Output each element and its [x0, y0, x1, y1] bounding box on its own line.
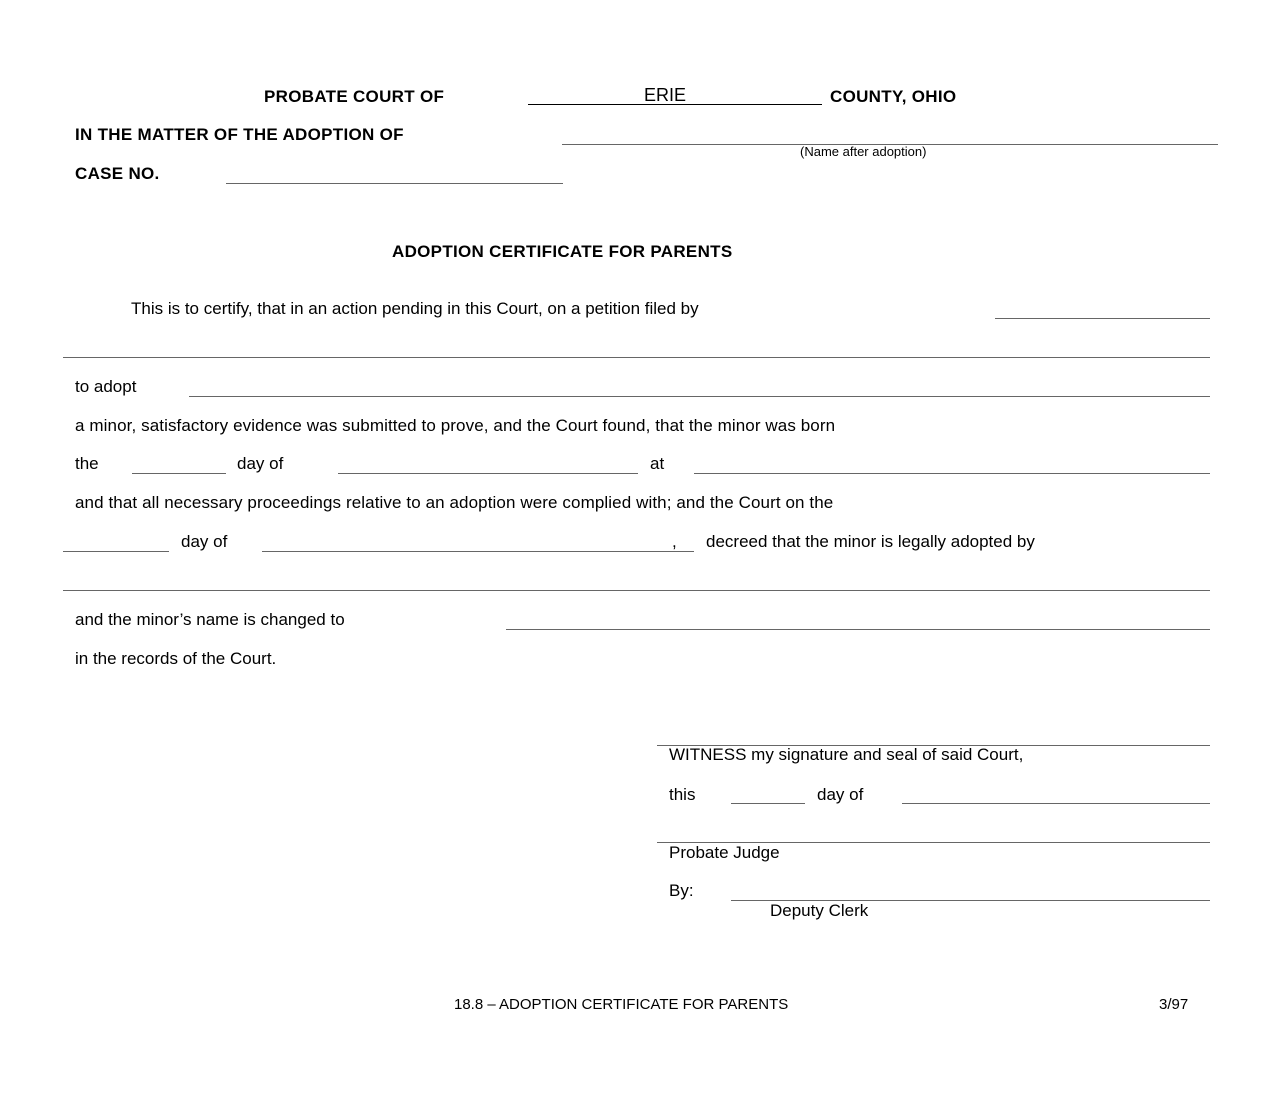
adopters-line[interactable] — [63, 590, 1210, 591]
decree-month-year-line[interactable] — [262, 551, 694, 552]
proceedings-text: and that all necessary proceedings relative to an adoption were complied with; and the Court on the — [75, 493, 834, 512]
birth-day-of-label: day of — [237, 454, 284, 473]
decree-day-line[interactable] — [63, 551, 169, 552]
witness-day-line[interactable] — [731, 803, 805, 804]
county-value: ERIE — [644, 85, 687, 105]
deputy-clerk-label: Deputy Clerk — [770, 901, 869, 920]
birth-month-year-line[interactable] — [338, 473, 638, 474]
case-number-line[interactable] — [226, 183, 563, 184]
name-caption: (Name after adoption) — [800, 144, 927, 159]
new-name-line[interactable] — [506, 629, 1210, 630]
page-title: ADOPTION CERTIFICATE FOR PARENTS — [392, 242, 733, 261]
petitioner-line-1[interactable] — [995, 318, 1210, 319]
the-label: the — [75, 454, 99, 473]
decree-day-of-label: day of — [181, 532, 228, 551]
records-text: in the records of the Court. — [75, 649, 277, 668]
evidence-text: a minor, satisfactory evidence was submitted to prove, and the Court found, that the minor was born — [75, 416, 836, 435]
witness-day-of-label: day of — [817, 785, 864, 804]
form-revision: 3/97 — [1159, 996, 1189, 1013]
county-suffix: COUNTY, OHIO — [830, 87, 957, 106]
witness-month-year-line[interactable] — [902, 803, 1210, 804]
witness-text: WITNESS my signature and seal of said Court, — [669, 745, 1024, 764]
witness-this-label: this — [669, 785, 696, 804]
to-adopt-label: to adopt — [75, 377, 137, 396]
minor-name-line[interactable] — [189, 396, 1210, 397]
court-label: PROBATE COURT OF — [264, 87, 445, 106]
decreed-text: decreed that the minor is legally adopted by — [706, 532, 1035, 551]
form-footer-title: 18.8 – ADOPTION CERTIFICATE FOR PARENTS — [454, 996, 789, 1013]
at-label: at — [650, 454, 665, 473]
birth-place-line[interactable] — [694, 473, 1210, 474]
matter-label: IN THE MATTER OF THE ADOPTION OF — [75, 125, 404, 144]
judge-label: Probate Judge — [669, 843, 780, 862]
petitioner-line-2[interactable] — [63, 357, 1210, 358]
by-label: By: — [669, 881, 694, 900]
decree-comma: , — [672, 532, 677, 551]
birth-day-line[interactable] — [132, 473, 226, 474]
name-changed-label: and the minor’s name is changed to — [75, 610, 345, 629]
case-label: CASE NO. — [75, 164, 160, 183]
certify-text: This is to certify, that in an action pending in this Court, on a petition filed by — [131, 299, 699, 318]
